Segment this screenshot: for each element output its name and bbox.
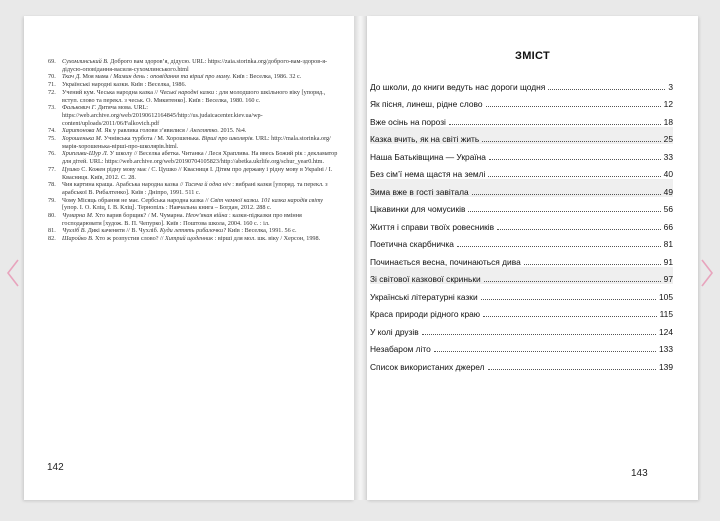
reference-item [48,81,340,89]
reference-text: Цушко С. Кожен рідну мову має / С. Цушко // Квасниця І. Дітям про державу і рідну мову в Україні / І. Квасниця. Київ, 2012. С. 28. [62,165,333,181]
toc-entry-title: Казка вчить, як на світі жить [370,134,480,144]
toc-entry[interactable] [370,214,673,232]
toc-entry-title: Починається весна, починаються дива [370,256,521,267]
toc-entry[interactable] [370,337,673,355]
left-page [24,16,354,500]
reference-number: 81. [48,227,56,235]
toc-leader-dots [484,281,661,282]
reference-text: Чия картина краща. Арабська народна казка // Тисяча й одна ніч : вибрані казки [упоряд. та перекл. з арабської В. Рибалтенко]. Київ : Дніпро, 1991. 511 с. [62,181,328,196]
reference-item [48,73,340,81]
reference-text: Українські народні казки. Київ : Веселка, 1986. [62,81,187,89]
reference-number: 77. [48,165,56,173]
reference-number: 69. [48,58,56,65]
toc-entry-page: 56 [663,204,673,214]
reference-number: 82. [48,235,56,243]
toc-entry[interactable] [370,302,673,320]
reference-text: Чому Місяць обрання не має. Сербська народна казка // Світ чемної казки. 101 казка народів світу [упор. І. О. Кліц, І. В. Кліц]. Тернопіль : Навчальна книга – Богдан, 2012. 288 с. [62,196,324,212]
toc-entry-title: Як пісня, линеш, рідне слово [370,99,483,109]
toc-entry-page: 66 [663,221,673,232]
chevron-right-icon[interactable] [700,258,714,288]
toc-leader-dots [449,124,661,125]
toc-entry-page: 25 [663,134,673,144]
reference-text: Хрипливи-Шур Л. У школу // Веселка абетка. Читанка / Леся Храплива. На ввесь Божий рік : декламатор для дітей. URL: https://web.archive.org/web/20190704105823/http://abetka.ukrlife.org/schur_year0.htm. [62,150,338,166]
reference-text: Хорошенька М. Учнівська турбота / М. Хорошенька. Вірші про школярів. URL: http://mala.storinka.org/марія-хорошенька-вірші-про-школярів.html. [62,135,331,150]
reference-number: 73. [48,104,56,112]
reference-item [48,150,340,165]
toc-entry-title: Зима вже в гості завітала [370,186,469,197]
toc-title: ЗМІСТ [515,50,550,62]
toc-entry-page: 3 [668,81,673,92]
reference-item [48,135,340,150]
toc-entry-title: Список використаних джерел [370,361,485,372]
toc-entry[interactable] [370,319,673,337]
reference-item [48,89,340,104]
reference-number: 80. [48,212,56,220]
toc-entry-title: Цікавинки для чомусиків [370,204,466,214]
toc-entry-title: Поетична скарбничка [370,239,454,249]
reference-number: 75. [48,135,56,143]
toc-leader-dots [457,246,661,247]
reference-item [48,127,340,135]
toc-entry[interactable] [370,284,673,302]
toc-entry-title: Без сім’ї нема щастя на землі [370,169,486,179]
toc-entry-title: У колі друзів [370,326,419,337]
toc-leader-dots [489,159,661,160]
toc-entry-page: 115 [659,309,673,319]
toc-entry-page: 139 [659,361,673,372]
toc-leader-dots [486,106,661,107]
toc-leader-dots [434,351,656,352]
toc-leader-dots [524,264,661,265]
toc-leader-dots [548,89,665,90]
toc-leader-dots [482,141,660,142]
toc-entry-title: Зі світової казкової скриньки [370,274,481,284]
reference-item [48,235,340,243]
toc-entry-title: Життя і справи твоїх ровесників [370,221,495,232]
toc-leader-dots [483,316,657,317]
toc-entry-page: 105 [659,291,673,302]
reference-item [48,58,340,73]
toc-entry-title: Краса природи рідного краю [370,309,481,319]
toc-entry[interactable] [370,232,673,250]
chevron-left-icon[interactable] [6,258,20,288]
reference-item [48,166,340,181]
reference-text: Ткач Д. Моя мама / Мамин день : оповідання та вірші про маму. Київ : Веселка, 1986. 32 с. [62,73,302,81]
reference-number: 76. [48,150,56,158]
reference-item [48,197,340,212]
reference-number: 70. [48,73,56,81]
toc-entry-page: 133 [659,344,673,354]
book-spine [354,16,367,500]
page-number-right: 143 [631,468,648,479]
reference-number: 74. [48,127,56,135]
reference-item [48,181,340,196]
toc-entry[interactable] [370,267,673,285]
references-list [48,58,340,243]
toc-entry[interactable] [370,109,673,127]
reference-item [48,104,340,127]
toc-entry[interactable] [370,144,673,162]
reference-text: Харитонова М. Як у равлика голови з’явилися / Ангелятко. 2015. №4. [62,127,247,135]
right-page [367,16,698,500]
toc-entry-title: Наша Батьківщина — Україна [370,151,486,162]
toc-entry[interactable] [370,74,673,92]
toc-leader-dots [481,299,656,300]
toc-entry-page: 33 [663,151,673,162]
toc-entry-page: 40 [663,169,673,179]
toc-entry-page: 124 [659,326,673,337]
toc-entry-title: Українські літературні казки [370,291,478,302]
toc-entry-title: До школи, до книги ведуть нас дороги щодня [370,81,546,92]
toc-entry-page: 18 [663,116,673,127]
reference-item [48,212,340,227]
toc-entry-page: 91 [663,256,673,267]
page-number-left: 142 [47,462,64,473]
toc-entry[interactable] [370,127,673,145]
table-of-contents [370,74,673,372]
reference-text: Учений кум. Чеська народна казка // Чеські народні казки : для молодшого шкільного віку [упоряд., вступ. слово та перекл. з чеськ. О. Микитенко]. Київ : Веселка, 1980. 160 с. [62,88,326,104]
toc-entry-title: Вже осінь на порозі [370,116,446,127]
reference-item [48,227,340,235]
reference-number: 78. [48,181,56,189]
toc-entry[interactable] [370,179,673,197]
reference-text: Чухліб В. Дикі каченяти // В. Чухліб. Куди летять рибалочки? Київ : Веселка, 1991. 56 с. [62,227,297,235]
toc-entry[interactable] [370,162,673,180]
reference-text: Фалькович Г. Дитяча мова. URL: https://web.archive.org/web/20190612164845/http://us.judaicacenter.kiev.ua/wp-content/uploads/2011/06/Falkovich.pdf [62,104,263,127]
toc-entry-title: Незабаром літо [370,344,431,354]
toc-entry-page: 97 [663,274,673,284]
reference-number: 72. [48,88,56,96]
toc-leader-dots [497,229,661,230]
reference-number: 79. [48,196,56,204]
reference-number: 71. [48,81,56,89]
toc-entry-page: 12 [663,99,673,109]
toc-leader-dots [422,334,656,335]
toc-leader-dots [488,369,656,370]
toc-entry[interactable] [370,197,673,215]
reference-text: Шаройко В. Хто ж розпустив слово? // Хитрий щоденник : вірші для мол. шк. віку / Херсон, 1998. [62,235,321,243]
reference-text: Сухомлинський В. Доброго вам здоров’я, дідусю. URL: https://zaia.storinka.org/доброго-вам-здоров-я-дідусю-оповідання-василя-сухомлинського.html [62,58,328,73]
toc-leader-dots [488,176,660,177]
toc-leader-dots [468,211,660,212]
toc-entry-page: 49 [663,186,673,197]
reference-text: Чумарна М. Хто варив борщик? / М. Чумарна. Неоч’якая війна : казки-підказки про вміння господарювати [худож. В. П. Чепурко]. Київ : Поштова школа, 2004. 160 с. : іл. [62,212,302,227]
toc-entry[interactable] [370,354,673,372]
toc-entry[interactable] [370,249,673,267]
toc-entry[interactable] [370,92,673,110]
toc-entry-page: 81 [663,239,673,249]
toc-leader-dots [472,194,661,195]
